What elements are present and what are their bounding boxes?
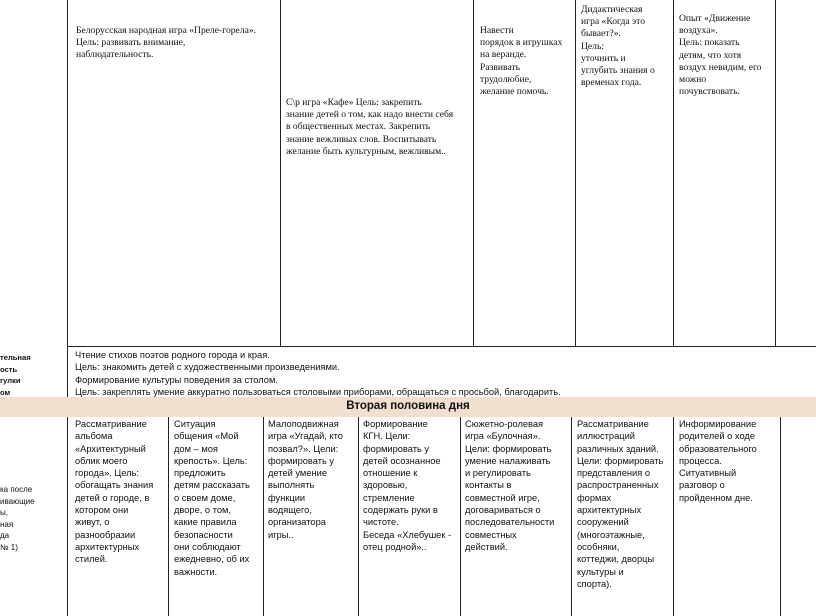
- cell-album-viewing: Рассматривание альбома «Архитектурный облик моего города». Цель: обогащать знания детей о городе, в котором они живут, о разнообразии архитектурных стилей.: [75, 419, 154, 565]
- cell-reading: Чтение стихов поэтов родного города и края. Цель: знакомить детей с художественными произведениями. Формирование культуры поведения за столом. Цель: закреплять умение аккуратно пользоваться столовыми приборами, обращаться с просьбой, благодарить.: [75, 350, 561, 397]
- col-divider: [775, 0, 776, 346]
- cell-role-game-cafe: С\р игра «Кафе» Цель: закрепить знание детей о том, как надо внести себя в общественных местах. Закрепить знание вежливых слов. Воспитывать желание быть культурным, вежливым..: [286, 97, 454, 157]
- col-divider: [460, 416, 461, 616]
- row-label-reading: тельная ость гулки ом: [0, 353, 31, 397]
- cell-air-experiment: Опыт «Движение воздуха». Цель: показать детям, что хотя воздух невидим, его можно почувствовать.: [679, 13, 762, 98]
- section-title: Вторая половина дня: [346, 400, 470, 412]
- col-divider: [571, 416, 572, 616]
- col-divider: [263, 416, 264, 616]
- cell-bakery-role-game: Сюжетно-ролевая игра «Булочная». Цели: формировать умение налаживать и регулировать контакты в совместной игре, договариваться о последовательности совместных действий.: [465, 419, 555, 552]
- row-divider-top: [67, 346, 816, 347]
- col-divider: [575, 0, 576, 346]
- cell-building-illustrations: Рассматривание иллюстраций различных зданий. Цели: формировать представления о распространенных формах архитектурных сооружений (многоэтажные, особняки, коттеджи, дворцы культуры и спорта).: [577, 419, 664, 589]
- cell-parent-information: Информирование родителей о ходе образовательного процесса. Ситуативный разговор о пройденном дне.: [679, 419, 757, 503]
- col-divider: [358, 416, 359, 616]
- cell-hygiene-skills: Формирование КГН. Цели: формировать у детей осознанное отношение к здоровью, стремление содержать руки в чистоте. Беседа «Хлебушек - отец родной»..: [363, 419, 452, 552]
- col-divider: [673, 0, 674, 346]
- cell-low-mobility-game: Малоподвижная игра «Угадай, кто позвал?». Цели: формировать у детей умение выполнять функции водящего, организатора игры..: [268, 419, 343, 540]
- col-divider: [168, 416, 169, 616]
- col-divider: [780, 416, 781, 616]
- cell-communication-situation: Ситуация общения «Мой дом – моя крепость». Цель: предложить детям рассказать о своем доме, дворе, о том, какие правила безопасности они соблюдают ежедневно, об их важности.: [174, 419, 250, 577]
- cell-tidy-toys: Навести порядок в игрушках на веранде. Развивать трудолюбие, желание помочь.: [480, 25, 563, 98]
- col-divider: [473, 0, 474, 346]
- col-divider: [67, 0, 68, 616]
- col-divider: [673, 416, 674, 616]
- cell-belarus-game: Белорусская народная игра «Преле-горела». Цель: развивать внимание, наблюдательность.: [76, 25, 257, 61]
- row-label-evening: ка после ивающие ы, ная да № 1): [0, 485, 35, 552]
- cell-didactic-game: Дидактическая игра «Когда это бывает?». Цель: уточнить и углубить знания о временах года.: [581, 4, 655, 89]
- col-divider: [280, 0, 281, 346]
